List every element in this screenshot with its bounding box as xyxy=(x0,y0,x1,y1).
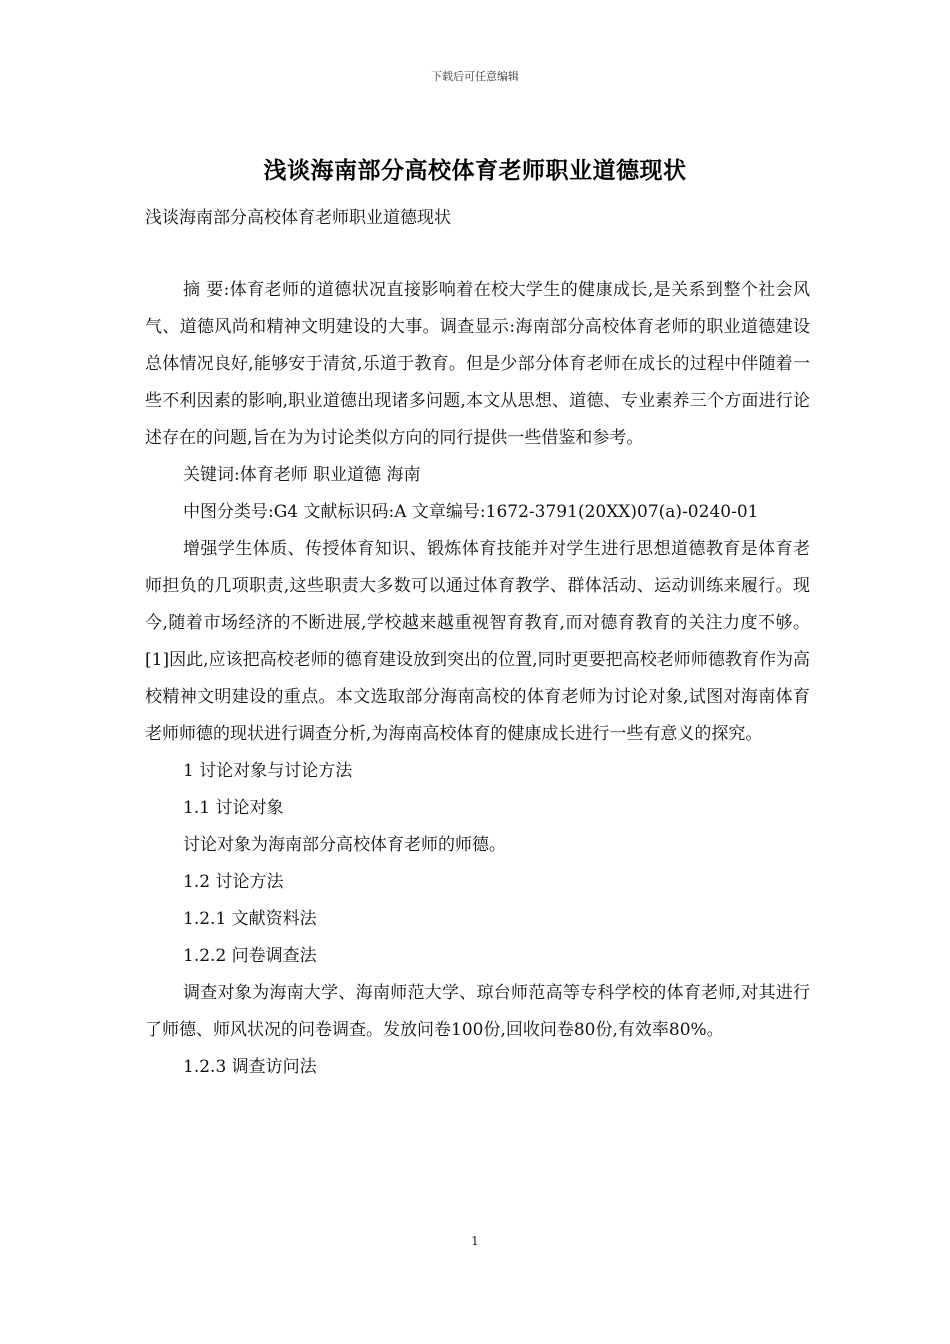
classification-line: 中图分类号:G4 文献标识码:A 文章编号:1672-3791(20XX)07(a)-0240-01 xyxy=(183,502,759,522)
subsection-heading: 1.2 讨论方法 xyxy=(183,872,284,892)
body-paragraph: 调查对象为海南大学、海南师范大学、琼台师范高等专科学校的体育老师,对其进行了师德、师风状况的问卷调查。发放问卷100份,回收问卷80份,有效率80%。 xyxy=(145,983,810,1040)
body-paragraph: 讨论对象为海南部分高校体育老师的师德。 xyxy=(183,835,506,855)
page-number: 1 xyxy=(471,1234,479,1248)
section-heading: 1 讨论对象与讨论方法 xyxy=(183,761,353,781)
keywords-line: 关键词:体育老师 职业道德 海南 xyxy=(183,465,421,485)
subsubsection-heading: 1.2.2 问卷调查法 xyxy=(183,946,317,966)
document-title: 浅谈海南部分高校体育老师职业道德现状 xyxy=(263,157,687,184)
subsubsection-heading: 1.2.3 调查访问法 xyxy=(183,1057,317,1077)
subsection-heading: 1.1 讨论对象 xyxy=(183,798,284,818)
document-body xyxy=(145,272,810,1086)
document-subtitle: 浅谈海南部分高校体育老师职业道德现状 xyxy=(145,208,451,228)
subsubsection-heading: 1.2.1 文献资料法 xyxy=(183,909,317,929)
header-note: 下载后可任意编辑 xyxy=(431,70,519,83)
abstract-paragraph: 摘 要:体育老师的道德状况直接影响着在校大学生的健康成长,是关系到整个社会风气、道德风尚和精神文明建设的大事。调查显示:海南部分高校体育老师的职业道德建设总体情况良好,能够安于清贫,乐道于教育。但是少部分体育老师在成长的过程中伴随着一些不利因素的影响,职业道德出现诸多问题,本文从思想、道德、专业素养三个方面进行论述存在的问题,旨在为为讨论类似方向的同行提供一些借鉴和参考。 xyxy=(145,280,810,448)
intro-paragraph: 增强学生体质、传授体育知识、锻炼体育技能并对学生进行思想道德教育是体育老师担负的几项职责,这些职责大多数可以通过体育教学、群体活动、运动训练来履行。现今,随着市场经济的不断进展,学校越来越重视智育教育,而对德育教育的关注力度不够。[1]因此,应该把高校老师的德育建设放到突出的位置,同时更要把高校老师师德教育作为高校精神文明建设的重点。本文选取部分海南高校的体育老师为讨论对象,试图对海南体育老师师德的现状进行调查分析,为海南高校体育的健康成长进行一些有意义的探究。 xyxy=(145,539,810,744)
